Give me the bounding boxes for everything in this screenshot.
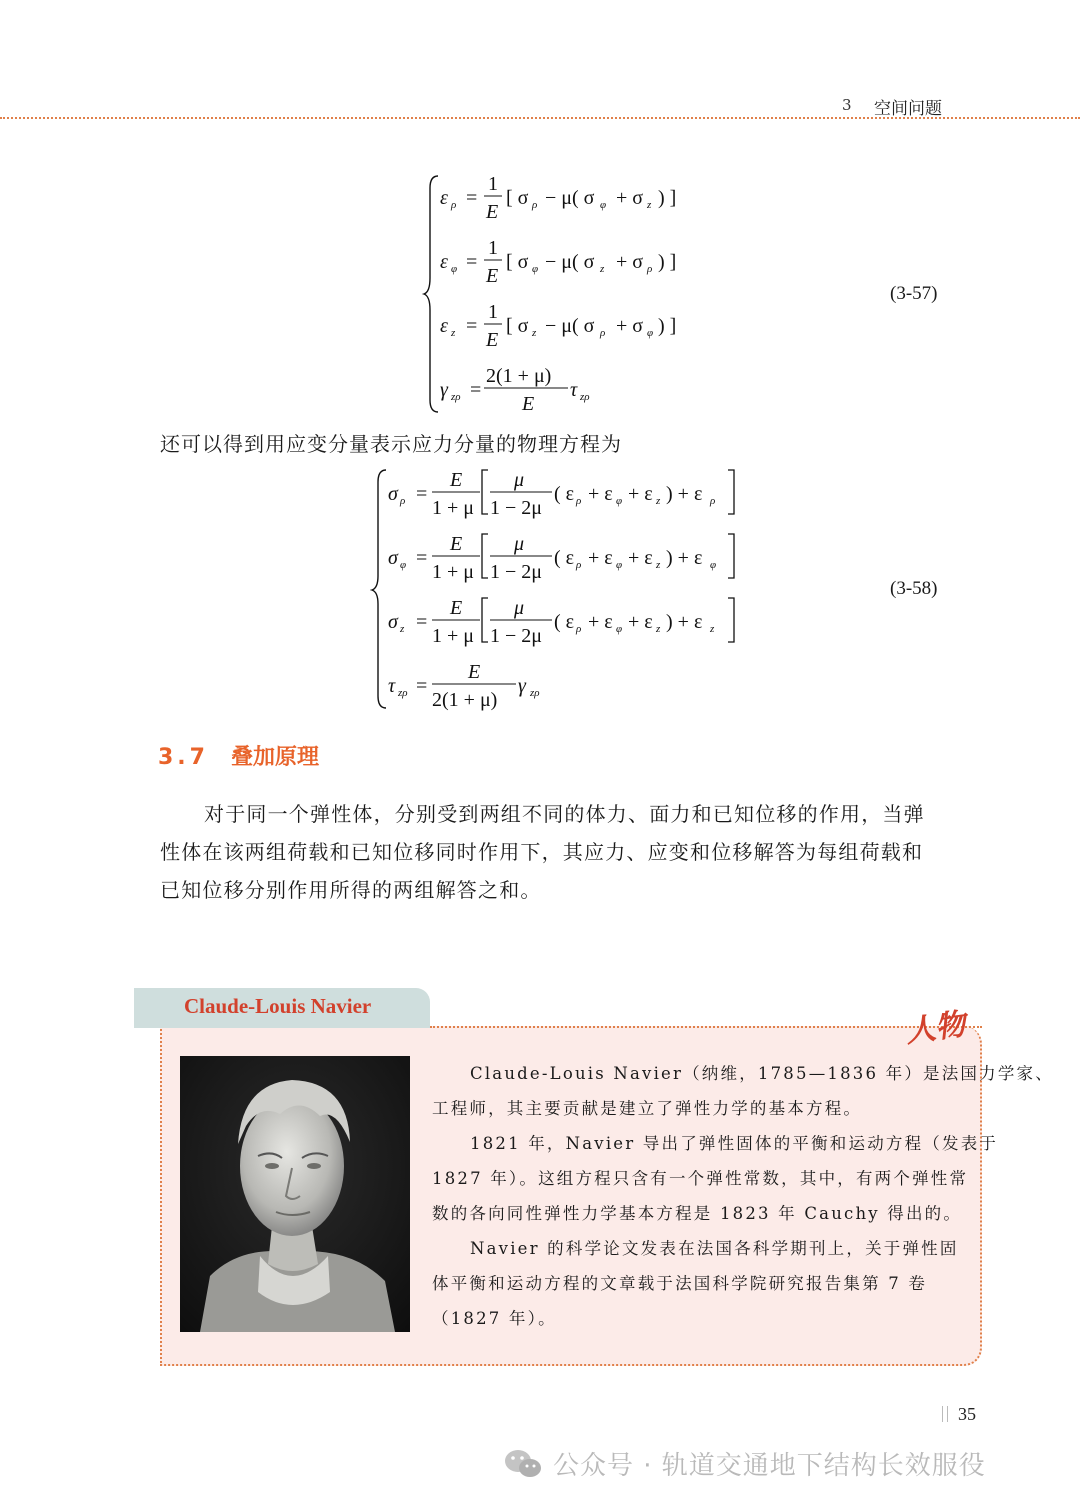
biography-badge: 人物 xyxy=(903,1006,968,1050)
svg-text:1 + μ: 1 + μ xyxy=(432,561,475,583)
svg-text:φ: φ xyxy=(600,199,607,211)
svg-text:− μ( σ: − μ( σ xyxy=(545,315,595,337)
svg-text:ε: ε xyxy=(440,315,448,337)
biography-line: 1821 年，Navier 导出了弹性固体的平衡和运动方程（发表于 xyxy=(470,1134,999,1153)
svg-text:+ ε: + ε xyxy=(628,611,653,633)
svg-text:φ: φ xyxy=(710,559,717,571)
svg-text:1 − 2μ: 1 − 2μ xyxy=(490,561,543,583)
chapter-title: 空间问题 xyxy=(874,99,942,119)
svg-text:z: z xyxy=(451,327,456,339)
svg-text:φ: φ xyxy=(616,495,623,507)
wechat-icon xyxy=(503,1447,543,1481)
biography-line: 体平衡和运动方程的文章载于法国科学院研究报告集第 7 卷 xyxy=(432,1274,928,1293)
paragraph-line: 性体在该两组荷载和已知位移同时作用下，其应力、应变和位移解答为每组荷载和 xyxy=(160,840,924,864)
svg-text:=: = xyxy=(466,187,478,209)
svg-text:μ: μ xyxy=(514,533,525,555)
svg-text:E: E xyxy=(486,201,499,223)
svg-text:γ: γ xyxy=(518,675,526,697)
svg-text:τ: τ xyxy=(570,379,578,401)
svg-text:ρ: ρ xyxy=(576,495,582,507)
section-number: 3.7 xyxy=(158,745,209,770)
svg-text:E: E xyxy=(468,661,481,683)
svg-text:2(1 + μ): 2(1 + μ) xyxy=(432,689,498,711)
svg-text:φ: φ xyxy=(616,623,623,635)
biography-name: Claude-Louis Navier xyxy=(184,994,372,1018)
navier-portrait-image xyxy=(180,1056,410,1332)
svg-text:) ]: ) ] xyxy=(658,315,677,337)
svg-text:φ: φ xyxy=(400,559,407,571)
svg-text:=: = xyxy=(466,251,478,273)
biography-line: 工程师，其主要贡献是建立了弹性力学的基本方程。 xyxy=(432,1099,863,1118)
page-number: 35 xyxy=(958,1404,976,1424)
svg-text:+ σ: + σ xyxy=(616,251,644,273)
equation-3-58 xyxy=(370,464,760,716)
svg-text:( ε: ( ε xyxy=(554,611,575,633)
svg-text:) + ε: ) + ε xyxy=(666,483,703,505)
svg-text:σ: σ xyxy=(388,611,398,633)
svg-text:1: 1 xyxy=(488,301,498,323)
paragraph-line: 对于同一个弹性体，分别受到两组不同的体力、面力和已知位移的作用，当弹 xyxy=(204,802,925,826)
svg-text:+ σ: + σ xyxy=(616,315,644,337)
equation-number-3-57: (3-57) xyxy=(890,283,938,304)
svg-text:+ ε: + ε xyxy=(588,483,613,505)
svg-text:) + ε: ) + ε xyxy=(666,611,703,633)
svg-text:z: z xyxy=(400,623,405,635)
svg-text:ρ: ρ xyxy=(647,263,653,275)
svg-text:[ σ: [ σ xyxy=(506,251,529,273)
svg-text:φ: φ xyxy=(532,263,539,275)
svg-text:ρ: ρ xyxy=(532,199,538,211)
svg-text:[ σ: [ σ xyxy=(506,315,529,337)
svg-text:1: 1 xyxy=(488,237,498,259)
biography-line: （1827 年）。 xyxy=(432,1309,557,1328)
section-title: 叠加原理 xyxy=(230,745,319,770)
svg-text:z: z xyxy=(656,623,661,635)
svg-text:ρ: ρ xyxy=(600,327,606,339)
svg-text:E: E xyxy=(522,393,535,415)
svg-text:=: = xyxy=(416,483,428,505)
svg-text:E: E xyxy=(450,597,463,619)
svg-text:σ: σ xyxy=(388,483,398,505)
section-heading xyxy=(158,740,319,771)
svg-text:=: = xyxy=(416,675,428,697)
svg-text:z: z xyxy=(600,263,605,275)
svg-text:1: 1 xyxy=(488,173,498,195)
svg-text:φ: φ xyxy=(616,559,623,571)
svg-text:z: z xyxy=(656,495,661,507)
biography-box-edge xyxy=(430,1026,982,1028)
svg-text:− μ( σ: − μ( σ xyxy=(545,187,595,209)
biography-line: 数的各向同性弹性力学基本方程是 1823 年 Cauchy 得出的。 xyxy=(432,1204,963,1223)
svg-text:+ σ: + σ xyxy=(616,187,644,209)
svg-text:=: = xyxy=(466,315,478,337)
svg-text:μ: μ xyxy=(514,469,525,491)
svg-text:τ: τ xyxy=(388,675,396,697)
equation-number-3-58: (3-58) xyxy=(890,578,938,599)
svg-text:zρ: zρ xyxy=(398,687,408,699)
biography-line: Navier 的科学论文发表在法国各科学期刊上，关于弹性固 xyxy=(470,1239,959,1258)
svg-text:z: z xyxy=(647,199,652,211)
svg-text:zρ: zρ xyxy=(451,391,461,403)
svg-text:ρ: ρ xyxy=(400,495,406,507)
svg-text:φ: φ xyxy=(647,327,654,339)
svg-text:=: = xyxy=(416,547,428,569)
equation-intro: 还可以得到用应变分量表示应力分量的物理方程为 xyxy=(160,432,622,456)
svg-text:ρ: ρ xyxy=(576,559,582,571)
svg-text:ε: ε xyxy=(440,251,448,273)
svg-text:=: = xyxy=(470,379,482,401)
svg-text:+ ε: + ε xyxy=(628,483,653,505)
svg-text:zρ: zρ xyxy=(530,687,540,699)
svg-text:E: E xyxy=(450,533,463,555)
svg-text:z: z xyxy=(710,623,715,635)
svg-text:z: z xyxy=(656,559,661,571)
svg-text:E: E xyxy=(450,469,463,491)
svg-text:1 − 2μ: 1 − 2μ xyxy=(490,497,543,519)
svg-text:1 − 2μ: 1 − 2μ xyxy=(490,625,543,647)
svg-text:) + ε: ) + ε xyxy=(666,547,703,569)
svg-text:) ]: ) ] xyxy=(658,251,677,273)
svg-text:γ: γ xyxy=(440,379,448,401)
svg-text:) ]: ) ] xyxy=(658,187,677,209)
svg-text:+ ε: + ε xyxy=(628,547,653,569)
header-rule xyxy=(0,117,1080,119)
svg-text:μ: μ xyxy=(514,597,525,619)
svg-text:2(1 + μ): 2(1 + μ) xyxy=(486,365,552,387)
svg-text:[ σ: [ σ xyxy=(506,187,529,209)
svg-text:zρ: zρ xyxy=(580,391,590,403)
page-number-bar xyxy=(942,1406,948,1422)
svg-text:ρ: ρ xyxy=(576,623,582,635)
biography-line: Claude-Louis Navier（纳维，1785—1836 年）是法国力学家、 xyxy=(470,1064,1054,1083)
svg-text:( ε: ( ε xyxy=(554,547,575,569)
svg-text:E: E xyxy=(486,329,499,351)
svg-text:( ε: ( ε xyxy=(554,483,575,505)
watermark xyxy=(505,1445,986,1482)
svg-text:− μ( σ: − μ( σ xyxy=(545,251,595,273)
svg-text:+ ε: + ε xyxy=(588,547,613,569)
equation-3-57 xyxy=(420,168,720,420)
watermark-text: 公众号 · 轨道交通地下结构长效服役 xyxy=(553,1451,986,1481)
svg-text:1 + μ: 1 + μ xyxy=(432,497,475,519)
svg-text:ε: ε xyxy=(440,187,448,209)
biography-box-edge xyxy=(160,1026,162,1366)
svg-text:φ: φ xyxy=(451,263,458,275)
svg-text:ρ: ρ xyxy=(710,495,716,507)
svg-text:1 + μ: 1 + μ xyxy=(432,625,475,647)
biography-line: 1827 年）。这组方程只含有一个弹性常数，其中，有两个弹性常 xyxy=(432,1169,969,1188)
chapter-number: 3 xyxy=(842,96,852,114)
svg-text:σ: σ xyxy=(388,547,398,569)
paragraph-line: 已知位移分别作用所得的两组解答之和。 xyxy=(160,878,542,902)
svg-text:z: z xyxy=(532,327,537,339)
svg-text:ρ: ρ xyxy=(451,199,457,211)
svg-text:E: E xyxy=(486,265,499,287)
svg-text:=: = xyxy=(416,611,428,633)
svg-text:+ ε: + ε xyxy=(588,611,613,633)
